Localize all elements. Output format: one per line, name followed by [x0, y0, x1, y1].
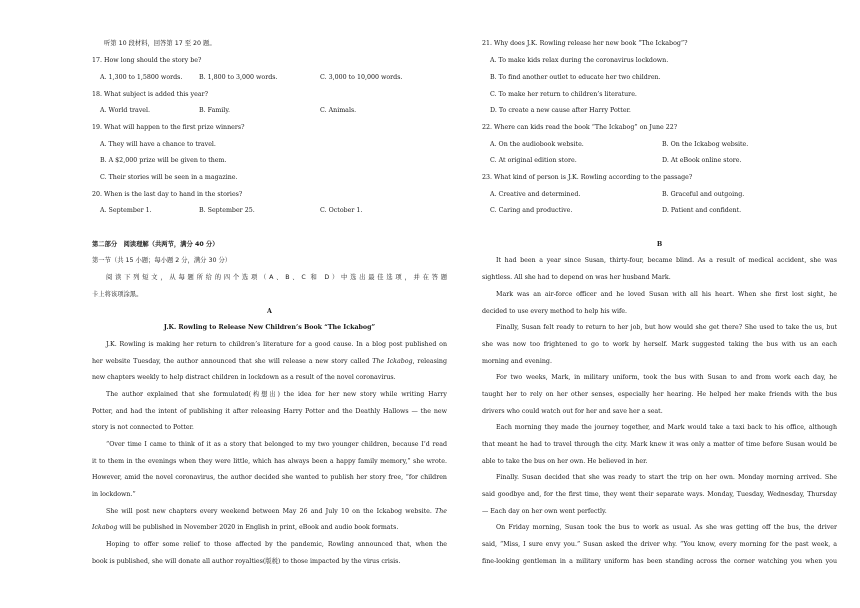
- passage-a-label: A: [267, 308, 272, 315]
- listen-intro: 听第 10 段材料，回答第 17 至 20 题。: [104, 40, 216, 47]
- book-title-italic: The Ickabog: [372, 358, 413, 365]
- q19-option-c: C. Their stories will be seen in a magazine.: [100, 174, 238, 181]
- q22-option-c: C. At original edition store.: [490, 157, 577, 164]
- passage-b-text: she was now too frightened to go to work by herself. Mark suggested taking the bus with us an each: [482, 341, 837, 348]
- q21-option-c: C. To make her return to children’s literature.: [490, 91, 637, 98]
- q17-option-a: A. 1,300 to 1,5800 words.: [100, 74, 183, 81]
- q20-option-b: B. September 25.: [199, 207, 255, 214]
- passage-b-text: morning and evening.: [482, 358, 552, 365]
- question-21: 21. Why does J.K. Rowling release her new book “The Ickabog”?: [482, 40, 688, 47]
- instructions-line-2: 卡上将该项涂黑。: [92, 291, 143, 298]
- passage-b-text: — Each day on her own went perfectly.: [482, 508, 607, 515]
- q23-option-d: D. Patient and confident.: [662, 207, 742, 214]
- question-23: 23. What kind of person is J.K. Rowling according to the passage?: [482, 174, 693, 181]
- q20-option-a: A. September 1.: [100, 207, 152, 214]
- passage-b-text: sightless. All she had to depend on was her husband Mark.: [482, 274, 671, 281]
- passage-b-text: able to take the bus on her own. He believed in her.: [482, 458, 648, 465]
- q21-option-d: D. To create a new cause after Harry Potter.: [490, 107, 631, 114]
- passage-a-text: book is published, she will donate all author royalties(版税) to those impacted by the virus crisis.: [92, 558, 401, 565]
- passage-b-text: On Friday morning, Susan took the bus to work as usual. As she was getting off the bus, the driver: [496, 524, 837, 531]
- q18-option-a: A. World travel.: [100, 107, 151, 114]
- passage-b-text: It had been a year since Susan, thirty-four, became blind. As a result of medical accident, she was: [496, 257, 837, 264]
- passage-b-text: fine-looking gentleman in a military uniform has been standing across the corner watching you when you: [482, 558, 837, 565]
- passage-a-text-part: She will post new chapters every weekend between May 26 and July 10 on the Ickabog website.: [106, 508, 436, 515]
- passage-a-text: Hoping to offer some relief to those affected by the pandemic, Rowling announced that, when the: [106, 541, 447, 548]
- passage-a-text: “Over time I came to think of it as a story that belonged to my two younger children, because I’d read: [106, 441, 447, 448]
- q21-option-a: A. To make kids relax during the coronavirus lockdown.: [490, 57, 669, 64]
- passage-a-text: The author explained that she formulated(构想出) the idea for her new story while writing Harry: [106, 391, 447, 398]
- q22-option-d: D. At eBook online store.: [662, 157, 742, 164]
- question-17: 17. How long should the story be?: [92, 57, 202, 64]
- passage-b-text: decided to use every method to help his wife.: [482, 308, 628, 315]
- passage-a-text: Potter, and had the intent of publishing it after releasing Harry Potter and the Deathly Hallows — the new: [92, 408, 447, 415]
- passage-a-text: in lockdown.”: [92, 491, 136, 498]
- passage-b-text: said goodbye and, for the first time, they went their separate ways. Monday, Tuesday, Wednesday, Thursday: [482, 491, 837, 498]
- q22-option-a: A. On the audiobook website.: [490, 141, 584, 148]
- passage-a-text-part: her website Tuesday, the author announced that she will release a new story called: [92, 358, 373, 365]
- passage-a-text: [92, 524, 447, 532]
- q21-option-b: B. To find another outlet to educate her two children.: [490, 74, 661, 81]
- passage-b-text: Finally, Susan felt ready to return to her job, but how would she get there? She used to take the us, but: [496, 324, 837, 331]
- book-title-italic: The: [435, 508, 447, 515]
- instructions-line-1: 阅读下列短文，从每题所给的四个选项（A、B、C 和 D）中选出最佳选项，并在答题: [106, 274, 447, 281]
- part-heading: 第二部分 阅读理解（共两节，满分 40 分）: [92, 241, 219, 248]
- passage-b-text: said, “Miss, I sure envy you.” Susan asked the driver why. “You know, every morning for the past week, a: [482, 541, 837, 548]
- q18-option-c: C. Animals.: [320, 107, 357, 114]
- book-title-italic: Ickabog: [92, 524, 118, 531]
- passage-b-text: that meant he had to travel through the city. Mark knew it was only a matter of time before Susan would be: [482, 441, 837, 448]
- passage-b-text: Mark was an air-force officer and he loved Susan with all his heart. When she first lost sight, he: [496, 291, 837, 298]
- passage-b-text: Finally. Susan decided that she was ready to start the trip on her own. Monday morning arrived. She: [496, 474, 837, 481]
- passage-a-text: However, amid the novel coronavirus, the author decided she wanted to publish her story free, “for children: [92, 474, 447, 481]
- passage-b-text: drivers who could watch out for her and save her a seat.: [482, 408, 663, 415]
- q20-option-c: C. October 1.: [320, 207, 363, 214]
- passage-a-title: J.K. Rowling to Release New Children’s Book “The Ickabog”: [163, 324, 376, 331]
- q23-option-c: C. Caring and productive.: [490, 207, 573, 214]
- q18-option-b: B. Family.: [199, 107, 231, 114]
- passage-b-text: taught her to rely on her other senses, especially her hearing. He helped her make friends with the bus: [482, 391, 837, 398]
- question-18: 18. What subject is added this year?: [92, 91, 208, 98]
- passage-a-text: [92, 508, 447, 516]
- q19-option-b: B. A $2,000 prize will be given to them.: [100, 157, 227, 164]
- passage-a-text: J.K. Rowling is making her return to children’s literature for a good cause. In a blog post published on: [106, 341, 447, 348]
- passage-a-text: [92, 358, 447, 366]
- question-20: 20. When is the last day to hand in the stories?: [92, 191, 243, 198]
- q23-option-a: A. Creative and determined.: [490, 191, 581, 198]
- q23-option-b: B. Graceful and outgoing.: [662, 191, 745, 198]
- q19-option-a: A. They will have a chance to travel.: [100, 141, 216, 148]
- q17-option-c: C. 3,000 to 10,000 words.: [320, 74, 403, 81]
- question-22: 22. Where can kids read the book “The Ickabog” on June 22?: [482, 124, 678, 131]
- q17-option-b: B. 1,800 to 3,000 words.: [199, 74, 278, 81]
- question-19: 19. What will happen to the first prize winners?: [92, 124, 245, 131]
- passage-b-text: Each morning they made the journey together, and Mark would take a taxi back to his office, although: [496, 424, 837, 431]
- passage-b-text: For two weeks, Mark, in military uniform, took the bus with Susan to and from work each day, he: [496, 374, 837, 381]
- passage-a-text-part: , releasing: [412, 358, 447, 365]
- passage-b-label: B: [656, 241, 663, 248]
- q22-option-b: B. On the Ickabog website.: [662, 141, 749, 148]
- passage-a-text: story is not connected to Potter.: [92, 424, 194, 431]
- passage-a-text-part: will be published in November 2020 in English in print, eBook and audio book formats.: [117, 524, 399, 531]
- passage-a-text: new chapters weekly to help distract children in lockdown as a result of the novel coronavirus.: [92, 374, 396, 381]
- passage-a-text: it to them in the evenings when they were little, which has always been a happy family memory,” she wrote.: [92, 458, 447, 465]
- section-heading: 第一节（共 15 小题；每小题 2 分，满分 30 分）: [92, 257, 232, 264]
